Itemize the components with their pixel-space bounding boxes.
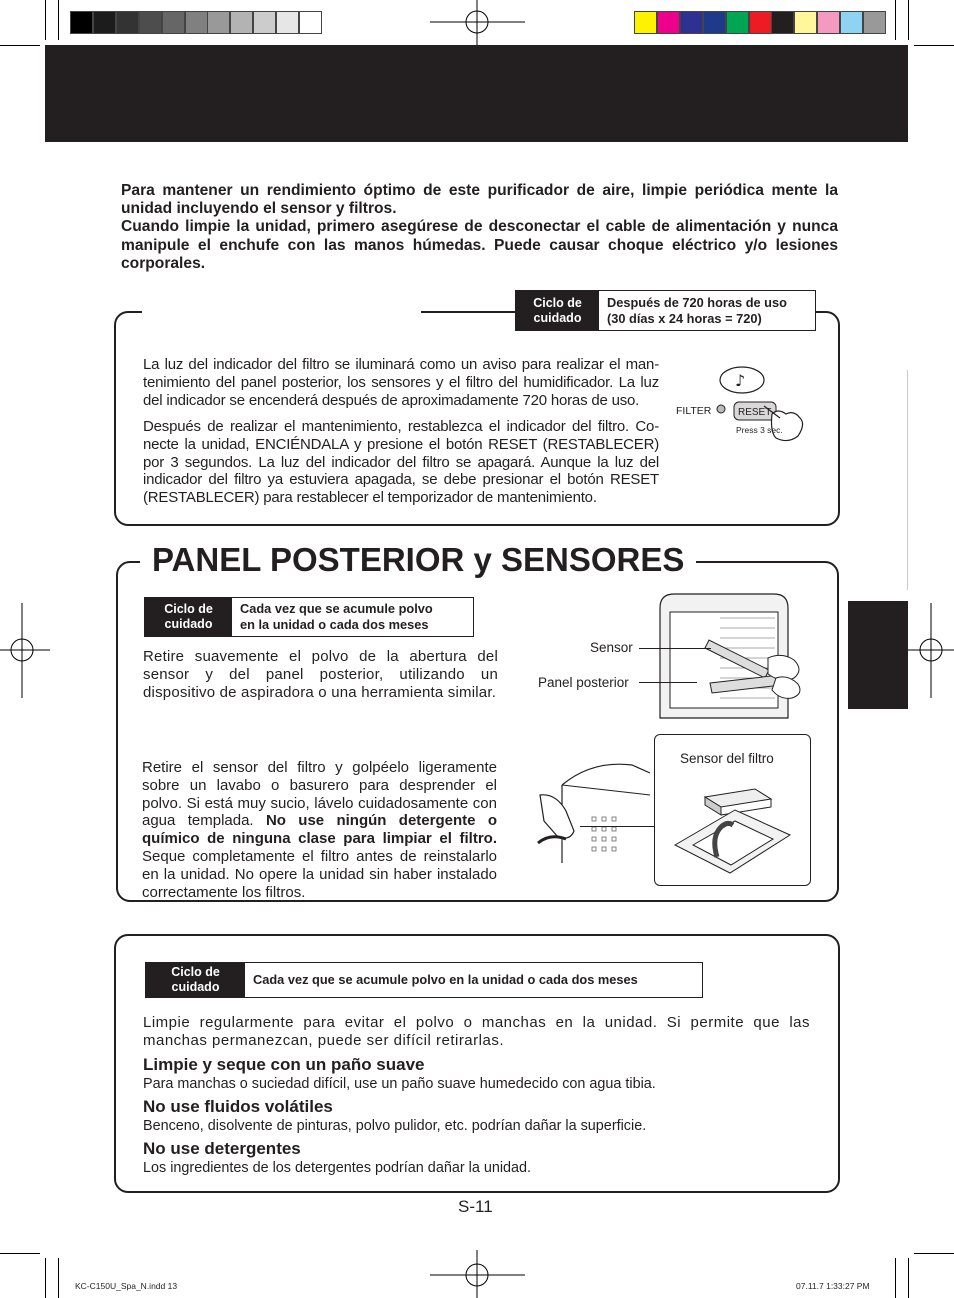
sensor-removal-illustration [532, 755, 652, 865]
side-tab [848, 601, 908, 709]
leader-line-filter-sensor [580, 826, 656, 827]
crop-mark [58, 1258, 59, 1298]
care-cycle-label: Ciclo de cuidado [146, 963, 245, 997]
color-swatch [817, 11, 840, 34]
crop-mark [895, 1258, 896, 1298]
header-bar [45, 45, 908, 142]
crop-mark [58, 0, 59, 40]
color-swatch [70, 11, 93, 34]
registration-mark-top [430, 0, 525, 50]
panel-paragraph-2 [142, 759, 497, 901]
filter-paragraph-2: Después de realizar el mantenimiento, restablezca el indicador del filtro. Co-necte la unidad, ENCIÉNDALA y presione el botón RESET (RESTABLECER) por 3 segundos. La luz del indicador del filtro se apagará. Aunque la luz del indicador del filtro ya estuviera apagada, se debe presionar el botón RESET (RESTABLECER) para restablecer el temporizador de mantenimiento. [143, 418, 659, 507]
crop-mark [0, 1253, 40, 1254]
intro-paragraph-1: Para mantener un rendimiento óptimo de este purificador de aire, limpie periódica mente la unidad incluyendo el sensor y filtros. [121, 182, 838, 218]
color-swatch [634, 11, 657, 34]
page-number: S-11 [458, 1197, 493, 1216]
care-cycle-box [515, 290, 816, 331]
label-filter-sensor: Sensor del filtro [680, 751, 774, 766]
registration-mark-right [904, 603, 954, 698]
panel-paragraph-2a: Retire el sensor del filtro y golpéelo ligeramente sobre un lavabo o basurero para desprender el polvo. Si está muy sucio, lávelo cuidadosamente con agua templada. [142, 759, 497, 830]
filter-paragraph-1: La luz del indicador del filtro se iluminará como un aviso para realizar el man-tenimiento del panel posterior, los sensores y el filtro del humidificador. La luz del indicador se encenderá después de aproximadamente 720 horas de uso. [143, 356, 659, 409]
color-swatch [230, 11, 253, 34]
color-swatch [185, 11, 208, 34]
crop-mark [908, 0, 909, 40]
care-cycle-value-line2: en la unidad o cada dos meses [240, 617, 429, 632]
color-swatch [680, 11, 703, 34]
care-cycle-box [144, 597, 474, 637]
reset-illustration [672, 364, 822, 444]
tip-title: No use detergentes [143, 1139, 301, 1158]
filter-indicator-label: FILTER [676, 405, 712, 417]
care-cycle-value-line1: Cada vez que se acumule polvo [240, 601, 433, 616]
section-rule [421, 311, 516, 313]
care-cycle-value [232, 598, 441, 636]
intro-paragraph-2: Cuando limpie la unidad, primero asegúrese de desconectar el cable de alimentación y nunca manipule el enchufe con las manos húmedas. Puede causar choque eléctrico y/o lesiones corporales. [121, 218, 838, 272]
tip-title: No use fluidos volátiles [143, 1097, 333, 1116]
crop-mark [908, 1258, 909, 1298]
color-swatch [703, 11, 726, 34]
crop-mark [0, 45, 40, 46]
leader-line-panel [639, 682, 697, 683]
color-swatch [116, 11, 139, 34]
side-divider [907, 370, 908, 590]
color-swatch [139, 11, 162, 34]
crop-mark [45, 1258, 46, 1298]
crop-mark [895, 0, 896, 40]
registration-mark-left [0, 603, 50, 698]
tip-text: Para manchas o suciedad difícil, use un paño suave humedecido con agua tibia. [143, 1076, 656, 1092]
cleaning-tips-list [143, 1055, 810, 1177]
color-swatch [93, 11, 116, 34]
care-cycle-value [599, 291, 795, 330]
color-swatch [253, 11, 276, 34]
tip-title: Limpie y seque con un paño suave [143, 1055, 425, 1074]
filter-sensor-icon [665, 775, 800, 880]
panel-paragraph-1: Retire suavemente el polvo de la abertura del sensor y del panel posterior, utilizando un dispositivo de aspiradora o una herramienta similar. [143, 648, 498, 701]
tip-text: Benceno, disolvente de pinturas, polvo pulidor, etc. podrían dañar la superficie. [143, 1118, 647, 1134]
svg-text:♪: ♪ [735, 371, 746, 390]
care-cycle-box [145, 962, 703, 998]
panel-paragraph-2-warning: No use ningún detergente o químico de ninguna clase para limpiar el filtro. [142, 812, 497, 848]
press-3-sec-text: Press 3 sec. [736, 425, 783, 435]
section-rule [143, 934, 285, 936]
color-swatch [840, 11, 863, 34]
footer-timestamp: 07.11.7 1:33:27 PM [796, 1281, 870, 1291]
intro-text [121, 182, 838, 273]
color-swatch [726, 11, 749, 34]
color-swatch [657, 11, 680, 34]
panel-paragraph-2c: Seque completamente el filtro antes de reinstalarlo en la unidad. No opere la unidad sin haber instalado correctamente los filtros. [142, 847, 497, 901]
crop-mark [914, 45, 954, 46]
tip-text: Los ingredientes de los detergentes podrían dañar la unidad. [143, 1160, 532, 1176]
color-swatch [794, 11, 817, 34]
footer-filename: KC-C150U_Spa_N.indd 13 [75, 1281, 178, 1291]
label-sensor: Sensor [590, 640, 633, 655]
filter-sensor-inset [654, 734, 811, 886]
registration-mark-bottom [430, 1250, 525, 1298]
color-swatch [207, 11, 230, 34]
section-title-gap [142, 305, 422, 319]
care-cycle-value-line1: Después de 720 horas de uso [607, 294, 787, 310]
color-swatch [162, 11, 185, 34]
color-swatch [771, 11, 794, 34]
label-rear-panel: Panel posterior [538, 675, 629, 690]
color-swatch [276, 11, 299, 34]
crop-mark [914, 1253, 954, 1254]
care-cycle-label: Ciclo de cuidado [145, 598, 232, 636]
unit-paragraph-1: Limpie regularmente para evitar el polvo o manchas en la unidad. Si permite que las manchas permanezcan, puede ser difícil retirarlas. [143, 1014, 810, 1049]
section-heading-panel: PANEL POSTERIOR y SENSORES [140, 538, 696, 582]
crop-mark [45, 0, 46, 40]
purifier-back-illustration [650, 588, 820, 723]
care-cycle-value-line2: (30 días x 24 horas = 720) [607, 310, 762, 326]
color-swatch [863, 11, 886, 34]
care-cycle-value: Cada vez que se acumule polvo en la unidad o cada dos meses [253, 972, 638, 987]
care-cycle-label: Ciclo de cuidado [516, 291, 599, 330]
leader-line-sensor [639, 648, 711, 649]
color-swatch [299, 11, 322, 34]
reset-button[interactable]: RESET [738, 407, 772, 418]
color-swatch [749, 11, 772, 34]
